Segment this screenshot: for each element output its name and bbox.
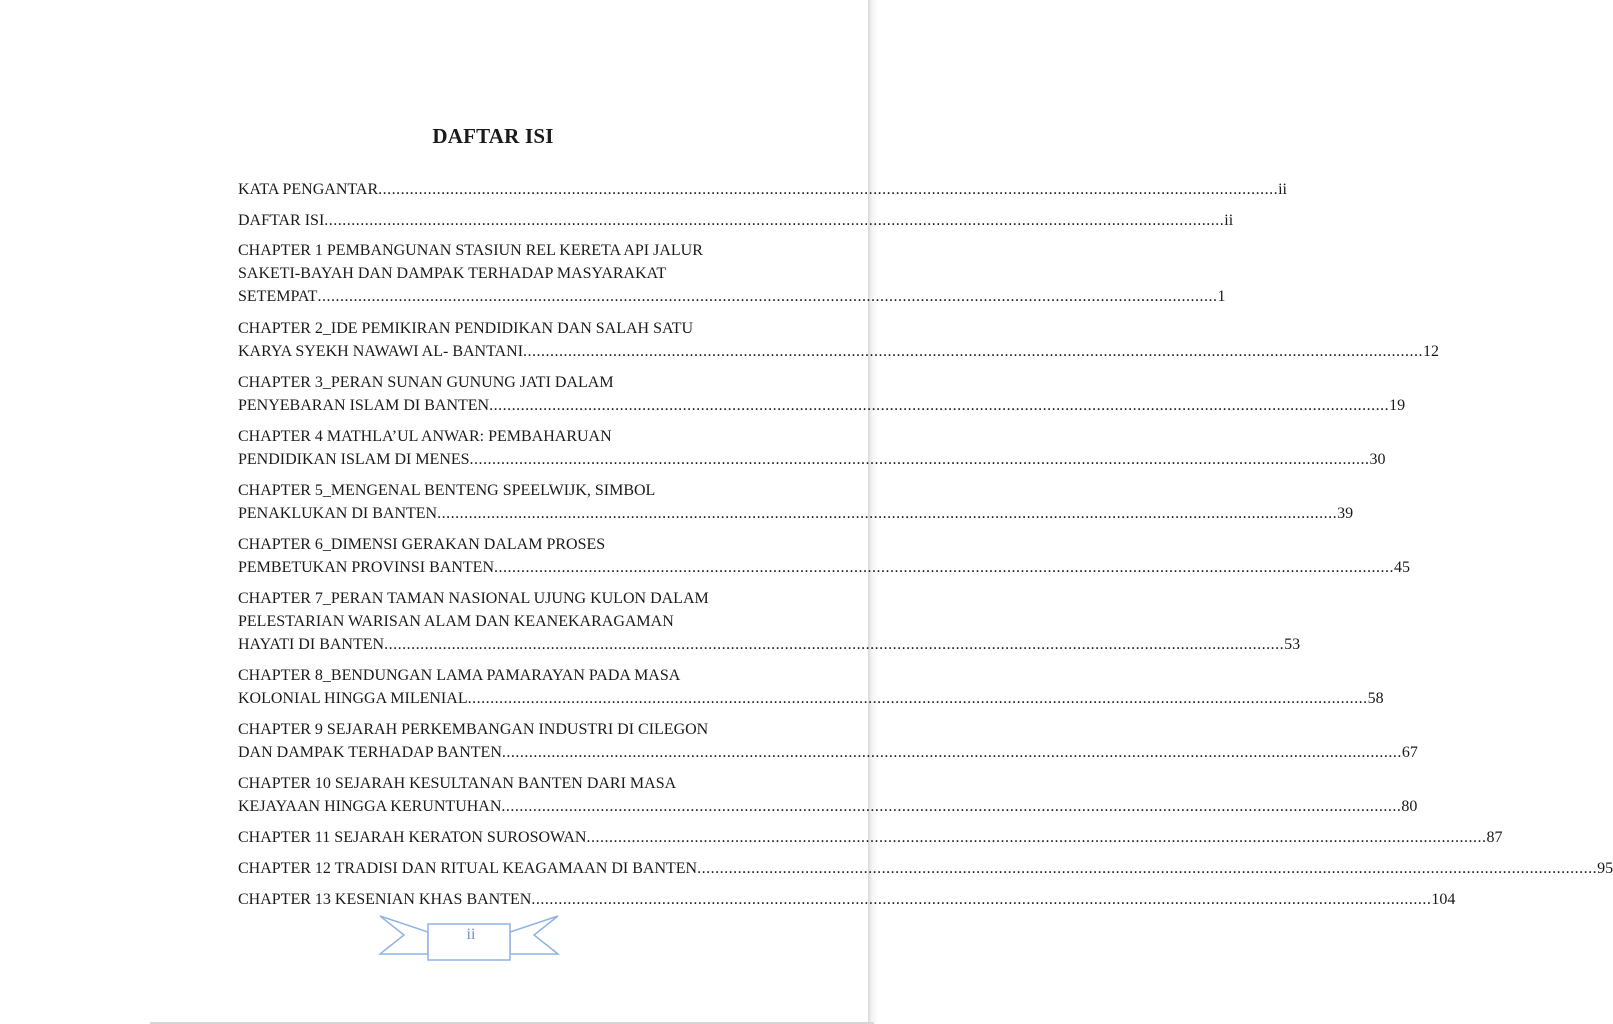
dot-leader: ........................................................................................................................................................................................................ (317, 288, 1218, 305)
toc-entry[interactable] (238, 371, 1406, 417)
toc-entry-title: DAN DAMPAK TERHADAP BANTEN (238, 744, 502, 761)
toc-line (238, 209, 1234, 232)
toc-entry[interactable] (238, 857, 1613, 880)
toc-entry-title: CHAPTER 11 SEJARAH KERATON SUROSOWAN (238, 829, 587, 846)
toc-entry[interactable] (238, 209, 1234, 232)
toc-entry-title: PENYEBARAN ISLAM DI BANTEN (238, 397, 490, 414)
toc-entry-title: CHAPTER 1 PEMBANGUNAN STASIUN REL KERETA API JALUR (238, 242, 703, 259)
toc-page-number: ii (1278, 181, 1287, 198)
toc-line (238, 587, 750, 610)
toc-entry-title: KARYA SYEKH NAWAWI AL- BANTANI (238, 343, 524, 360)
toc-line (238, 610, 750, 633)
dot-leader: ........................................................................................................................................................................................................ (437, 505, 1338, 522)
toc-line (238, 772, 750, 795)
toc-line (238, 687, 1384, 710)
dot-leader: ........................................................................................................................................................................................................ (384, 636, 1285, 653)
toc-entry-title: KOLONIAL HINGGA MILENIAL (238, 690, 468, 707)
toc-page-number: 95 (1597, 860, 1613, 877)
toc-line (238, 340, 1440, 363)
toc-line (238, 448, 1386, 471)
footer-page-number: ii (466, 926, 476, 943)
toc-line (238, 718, 750, 741)
toc-entry-title: CHAPTER 3_PERAN SUNAN GUNUNG JATI DALAM (238, 374, 614, 391)
toc-line (238, 533, 750, 556)
toc-line (238, 826, 1503, 849)
dot-leader: ........................................................................................................................................................................................................ (531, 891, 1432, 908)
dot-leader: ........................................................................................................................................................................................................ (586, 829, 1487, 846)
dot-leader: ........................................................................................................................................................................................................ (378, 181, 1279, 198)
toc-line (238, 556, 1411, 579)
toc-entry[interactable] (238, 317, 1440, 363)
toc-page-number: 19 (1389, 397, 1406, 414)
page-title: DAFTAR ISI (432, 124, 554, 148)
toc-page-number: 39 (1337, 505, 1354, 522)
toc-entry-title: CHAPTER 2_IDE PEMIKIRAN PENDIDIKAN DAN SALAH SATU (238, 320, 694, 337)
toc-entry-title: PENDIDIKAN ISLAM DI MENES (238, 451, 470, 468)
toc-entry[interactable] (238, 718, 1418, 764)
toc-line (238, 502, 1354, 525)
toc-entry-title: SAKETI-BAYAH DAN DAMPAK TERHADAP MASYARAKAT (238, 265, 667, 282)
toc-entry-title: CHAPTER 10 SEJARAH KESULTANAN BANTEN DARI MASA (238, 775, 677, 792)
toc-page-number: 104 (1431, 891, 1456, 908)
toc-entry-title: CHAPTER 13 KESENIAN KHAS BANTEN (238, 891, 532, 908)
toc-entry-title: SETEMPAT (238, 288, 318, 305)
toc-entry[interactable] (238, 664, 1384, 710)
toc-page-number: 53 (1284, 636, 1301, 653)
toc-page-number: 87 (1486, 829, 1503, 846)
dot-leader: ........................................................................................................................................................................................................ (697, 860, 1598, 877)
toc-line (238, 795, 1418, 818)
toc-page-number: 30 (1369, 451, 1386, 468)
toc-entry-title: DAFTAR ISI (238, 212, 325, 229)
toc-entry-title: CHAPTER 9 SEJARAH PERKEMBANGAN INDUSTRI DI CILEGON (238, 721, 709, 738)
dot-leader: ........................................................................................................................................................................................................ (494, 559, 1395, 576)
toc-entry[interactable] (238, 587, 1301, 656)
toc-entry[interactable] (238, 533, 1411, 579)
toc-entry-title: KATA PENGANTAR (238, 181, 379, 198)
toc-page-number: 45 (1394, 559, 1411, 576)
toc-entry[interactable] (238, 178, 1287, 201)
dot-leader: ........................................................................................................................................................................................................ (523, 343, 1424, 360)
toc-entry-title: PENAKLUKAN DI BANTEN (238, 505, 438, 522)
toc-line (238, 479, 750, 502)
toc-line (238, 857, 1613, 880)
dot-leader: ........................................................................................................................................................................................................ (467, 690, 1368, 707)
toc-entry-title: CHAPTER 5_MENGENAL BENTENG SPEELWIJK, SIMBOL (238, 482, 656, 499)
toc-entry-title: HAYATI DI BANTEN (238, 636, 385, 653)
dot-leader: ........................................................................................................................................................................................................ (324, 212, 1225, 229)
toc-entry-title: CHAPTER 8_BENDUNGAN LAMA PAMARAYAN PADA MASA (238, 667, 681, 684)
toc-entry-title: KEJAYAAN HINGGA KERUNTUHAN (238, 798, 502, 815)
toc-entry[interactable] (238, 479, 1354, 525)
toc-line (238, 664, 750, 687)
toc-entry-title: PELESTARIAN WARISAN ALAM DAN KEANEKARAGAMAN (238, 613, 674, 630)
toc-line (238, 741, 1418, 764)
toc-entry[interactable] (238, 772, 1418, 818)
toc-entry-title: CHAPTER 4 MATHLA’UL ANWAR: PEMBAHARUAN (238, 428, 612, 445)
toc-line (238, 285, 1226, 308)
dot-leader: ........................................................................................................................................................................................................ (501, 744, 1402, 761)
toc-line (238, 262, 750, 285)
dot-leader: ........................................................................................................................................................................................................ (469, 451, 1370, 468)
toc-line (238, 371, 750, 394)
toc-line (238, 239, 750, 262)
table-of-contents (238, 178, 1613, 911)
toc-entry-title: CHAPTER 7_PERAN TAMAN NASIONAL UJUNG KULON DALAM (238, 590, 709, 607)
toc-entry-title: CHAPTER 12 TRADISI DAN RITUAL KEAGAMAAN DI BANTEN (238, 860, 698, 877)
toc-line (238, 394, 1406, 417)
toc-page-number: 80 (1401, 798, 1418, 815)
toc-entry[interactable] (238, 425, 1386, 471)
toc-page-number: 1 (1217, 288, 1226, 305)
toc-page-number: 67 (1401, 744, 1418, 761)
toc-line (238, 425, 750, 448)
toc-line (238, 317, 750, 340)
toc-entry[interactable] (238, 826, 1503, 849)
dot-leader: ........................................................................................................................................................................................................ (489, 397, 1390, 414)
toc-entry[interactable] (238, 239, 1226, 308)
toc-line (238, 633, 1301, 656)
toc-entry-title: CHAPTER 6_DIMENSI GERAKAN DALAM PROSES (238, 536, 606, 553)
toc-page-number: ii (1224, 212, 1234, 229)
toc-page-number: 58 (1367, 690, 1384, 707)
toc-line (238, 178, 1287, 201)
toc-entry-title: PEMBETUKAN PROVINSI BANTEN (238, 559, 495, 576)
toc-page-number: 12 (1423, 343, 1440, 360)
dot-leader: ........................................................................................................................................................................................................ (501, 798, 1402, 815)
